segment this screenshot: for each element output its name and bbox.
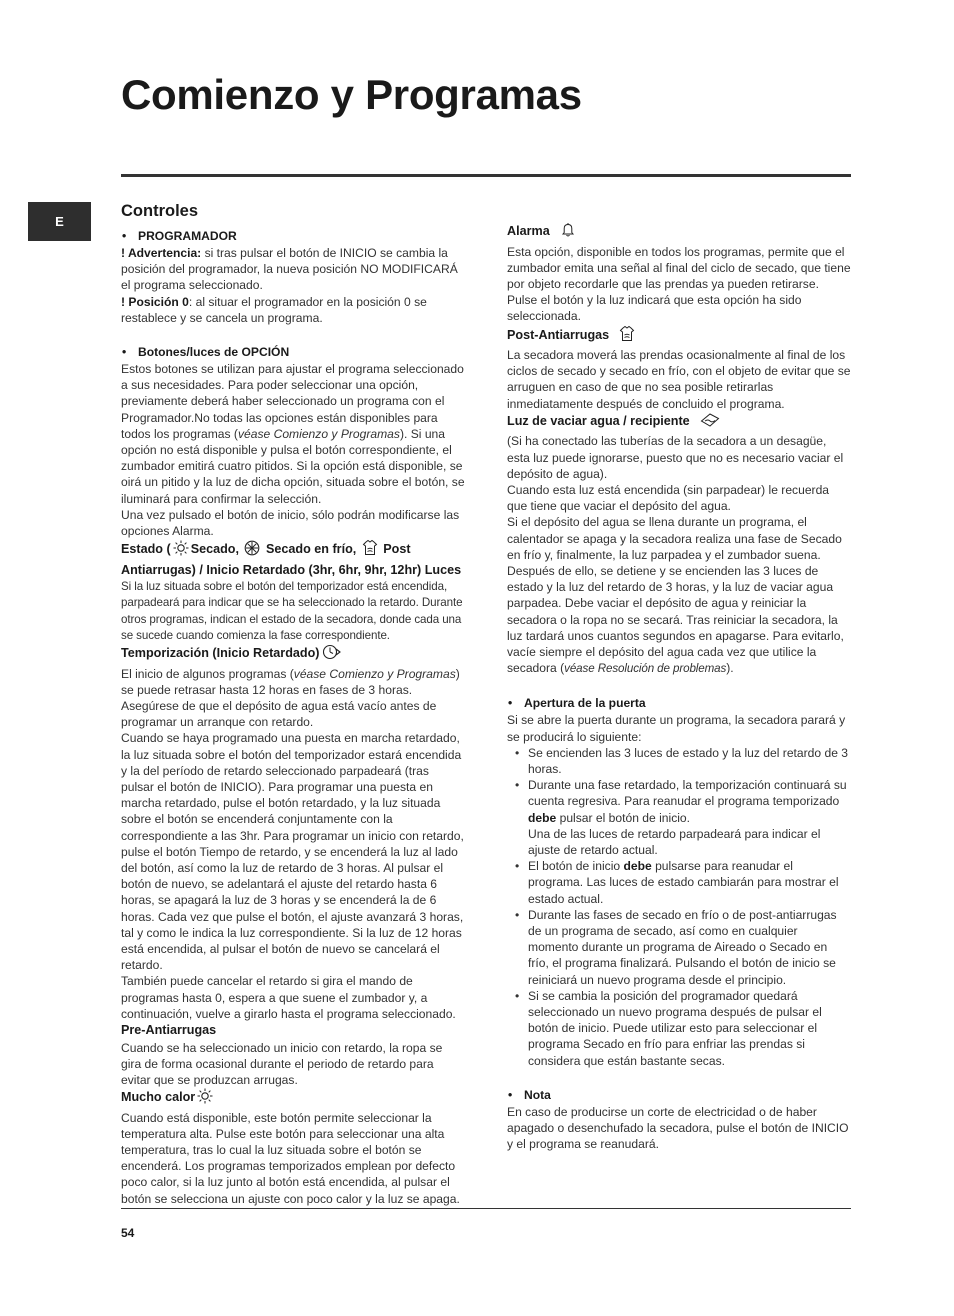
luz-paragraph-1: (Si ha conectado las tuberías de la secadora a un desagüe, esta luz puede ignorarse, puesto que no es necesario vaciar el depósito de agua). (507, 434, 844, 481)
heading-nota: • Nota (507, 1087, 851, 1104)
heading-post-antiarrugas: Post-Antiarrugas (507, 325, 851, 348)
warning-label: ! Advertencia: (121, 246, 202, 260)
high-heat-icon (197, 1088, 213, 1110)
page-title: Comienzo y Programas (121, 71, 582, 118)
heading-pre-antiarrugas: Pre-Antiarrugas (121, 1023, 217, 1038)
section-heading-controles: Controles (121, 202, 199, 220)
puerta-list (507, 745, 851, 1069)
bell-icon (560, 222, 576, 244)
post-antiarrugas-paragraph: La secadora moverá las prendas ocasionalmente al final de los ciclos de secado y secado en frío, con el objeto de evitar que se arruguen en caso de que no sea posible retirarlas inmediatamente después de concluido el programa. (507, 348, 851, 411)
list-item: • El botón de inicio debe pulsarse para reanudar el programa. Las luces de estado cambiarán para mostrar el estado actual. (507, 858, 851, 907)
title-divider (121, 174, 851, 177)
sun-icon (173, 540, 189, 562)
pre-antiarrugas-paragraph: Cuando se ha seleccionado un inicio con retardo, la ropa se gira de forma ocasional durante el periodo de retardo para evitar que se produzcan arrugas. (121, 1040, 443, 1087)
position-label: ! Posición 0 (121, 294, 189, 309)
heading-programador: • PROGRAMADOR (121, 228, 465, 245)
luz-paragraph-2: Cuando esta luz está encendida (sin parpadear) le recuerda que tiene que vaciar el depósito del agua. (507, 482, 830, 514)
alarma-paragraph: Esta opción, disponible en todos los programas, permite que el zumbador emita una señal al final del ciclo de secado, que tiene por objeto recordarle que las prendas ya pueden retirarse. Pulse el botón y la luz indicará que esta opción ha sido seleccionada. (507, 244, 851, 324)
heading-apertura-puerta: • Apertura de la puerta (507, 695, 851, 712)
list-item: • Durante las fases de secado en frío o de post-antiarrugas de un programa de secado, así como en cualquier momento durante un programa de Aireado o Secado en frío, el programa finalizará. Pulsando el botón de inicio se reiniciará un nuevo programa desde el principio. (507, 907, 851, 988)
footer-divider (121, 1208, 851, 1209)
cool-dry-icon (244, 540, 260, 562)
mucho-calor-paragraph: Cuando está disponible, este botón permite seleccionar la temperatura alta. Pulse este botón para seleccionar una alta temperatura, tras lo cual la luz situada sobre el botón se encenderá. Los programas temporizados emplean por defecto poco calor, si la luz junto al botón está encendida, al pulsar el botón se selecciona un ajuste con poco calor y la luz se apaga. (121, 1110, 460, 1206)
page-number: 54 (121, 1226, 135, 1240)
anti-crease-icon (619, 325, 635, 348)
warning-paragraph: ! Advertencia: si tras pulsar el botón de INICIO se cambia la posición del programador, la nueva posición NO MODIFICARÁ el programa seleccionado. (121, 246, 458, 293)
heading-estado: Estado ( Secado, Secado en frío, Post Antiarrugas) / Inicio Retardado (3hr, 6hr, 9hr, 12hr) Luces (121, 539, 465, 579)
list-item: • Se encienden las 3 luces de estado y la luz del retardo de 3 horas. (507, 745, 851, 777)
heading-luz-vaciar: Luz de vaciar agua / recipiente (507, 412, 851, 434)
botones-paragraph: Estos botones se utilizan para ajustar el programa seleccionado a sus necesidades. Para poder seleccionar una opción, previamente deberá haber seleccionado un programa con el Programador.No todas las opciones están disponibles para todos los programas (véase Comienzo y Programas). Si una opción no está disponible y pulsa el botón correspondiente, el zumbador emitirá cuatro pitidos. Si la opción está disponible, se oirá un pitido y la luz de dicha opción, situada sobre el botón, se iluminará para confirmar la selección. (121, 362, 465, 506)
heading-botones: • Botones/luces de OPCIÓN (121, 344, 465, 361)
right-column (507, 222, 851, 1152)
temporizacion-paragraph-2: Cuando se haya programado una puesta en marcha retardado, la luz situada sobre el botón del temporizador estará encendida y la del período de retardo seleccionado parpadeará (tras pulsar el botón de INICIO). Para programar una puesta en marcha retardado, pulse el botón retardado, y la luz situada sobre el botón se encenderá conjuntamente con la correspondiente a las 3hr. Para programar un inicio con retardo, pulse el botón Tiempo de retardo, y se encenderá la luz al lado del botón, así como la luz de retardo de 3 horas. Al pulsar el botón de nuevo, se adelantará el ajuste del retardo hasta 6 horas, se apagará la luz de 3 horas y se encenderá la de 6 horas. Cada vez que pulse el botón, el ajuste avanzará 3 horas, tal y como le indica la luz correspondiente. Si la luz de 12 horas está encendida, al pulsar el botón de nuevo se cancelará el retardo. (121, 731, 464, 973)
anti-crease-icon (362, 539, 378, 562)
estado-paragraph: Si la luz situada sobre el botón del temporizador está encendida, parpadeará para indicar que se ha seleccionado la retardo. Durante otros programas, indican el estado de la secadora, donde cada una se sucede cuando comienza la fase correspondiente. (121, 580, 463, 642)
botones-paragraph-2: Una vez pulsado el botón de inicio, sólo podrán modificarse las opciones Alarma. (121, 507, 460, 539)
language-tab: E (28, 202, 91, 241)
temporizacion-paragraph-1: El inicio de algunos programas (véase Comienzo y Programas) se puede retrasar hasta 12 horas en fases de 3 horas. Asegúrese de que el depósito de agua está vacío antes de programar un arranque con retardo. (121, 666, 460, 730)
position-zero-paragraph: ! Posición 0: al situar el programador en la posición 0 se restablece y se cancela un programa. (121, 294, 427, 325)
water-container-icon (700, 412, 720, 434)
heading-temporizacion: Temporización (Inicio Retardado) (121, 644, 465, 666)
temporizacion-paragraph-3: También puede cancelar el retardo si gira el mando de programas hasta 0, espera a que suene el zumbador y, a continuación, vuelve a girarlo hasta el programa seleccionado. (121, 974, 456, 1021)
puerta-intro: Si se abre la puerta durante un programa, la secadora parará y se producirá lo siguiente: (507, 713, 846, 744)
left-column (121, 200, 465, 1207)
list-item: • Durante una fase retardado, la temporización continuará su cuenta regresiva. Para reanudar el programa temporizado debe pulsar el botón de inicio. Una de las luces de retardo parpadeará para indicar el ajuste de retardo actual. (507, 777, 851, 858)
list-item: • Si se cambia la posición del programador quedará seleccionado un nuevo programa después de pulsar el botón de inicio. Puede utilizar esto para seleccionar el programa Secado en frío para enfriar las prendas si considera que están bastante secas. (507, 988, 851, 1069)
nota-paragraph: En caso de producirse un corte de electricidad o de haber apagado o desenchufado la secadora, pulse el botón de INICIO y el programa se reanudará. (507, 1104, 849, 1152)
delay-timer-icon (322, 644, 342, 666)
heading-alarma: Alarma (507, 222, 851, 244)
heading-mucho-calor: Mucho calor (121, 1088, 465, 1110)
luz-paragraph-3: Si el depósito del agua se llena durante un programa, el calentador se apaga y la secadora realiza una fase de Secado en frío y, finalmente, la luz parpadea y el zumbador suena. Después de ello, se detiene y se encienden las 3 luces de estado y la luz del retardo de 3 horas, y la luz de vaciar agua parpadea. Debe vaciar el depósito de agua y reiniciar la secadora o la ropa no se secará. Tras reiniciar la secadora, la luz tardará unos cuantos segundos en apagarse. Para evitarlo, vacíe siempre el depósito del agua cada vez que utilice la secadora (véase Resolución de problemas). (507, 515, 844, 676)
